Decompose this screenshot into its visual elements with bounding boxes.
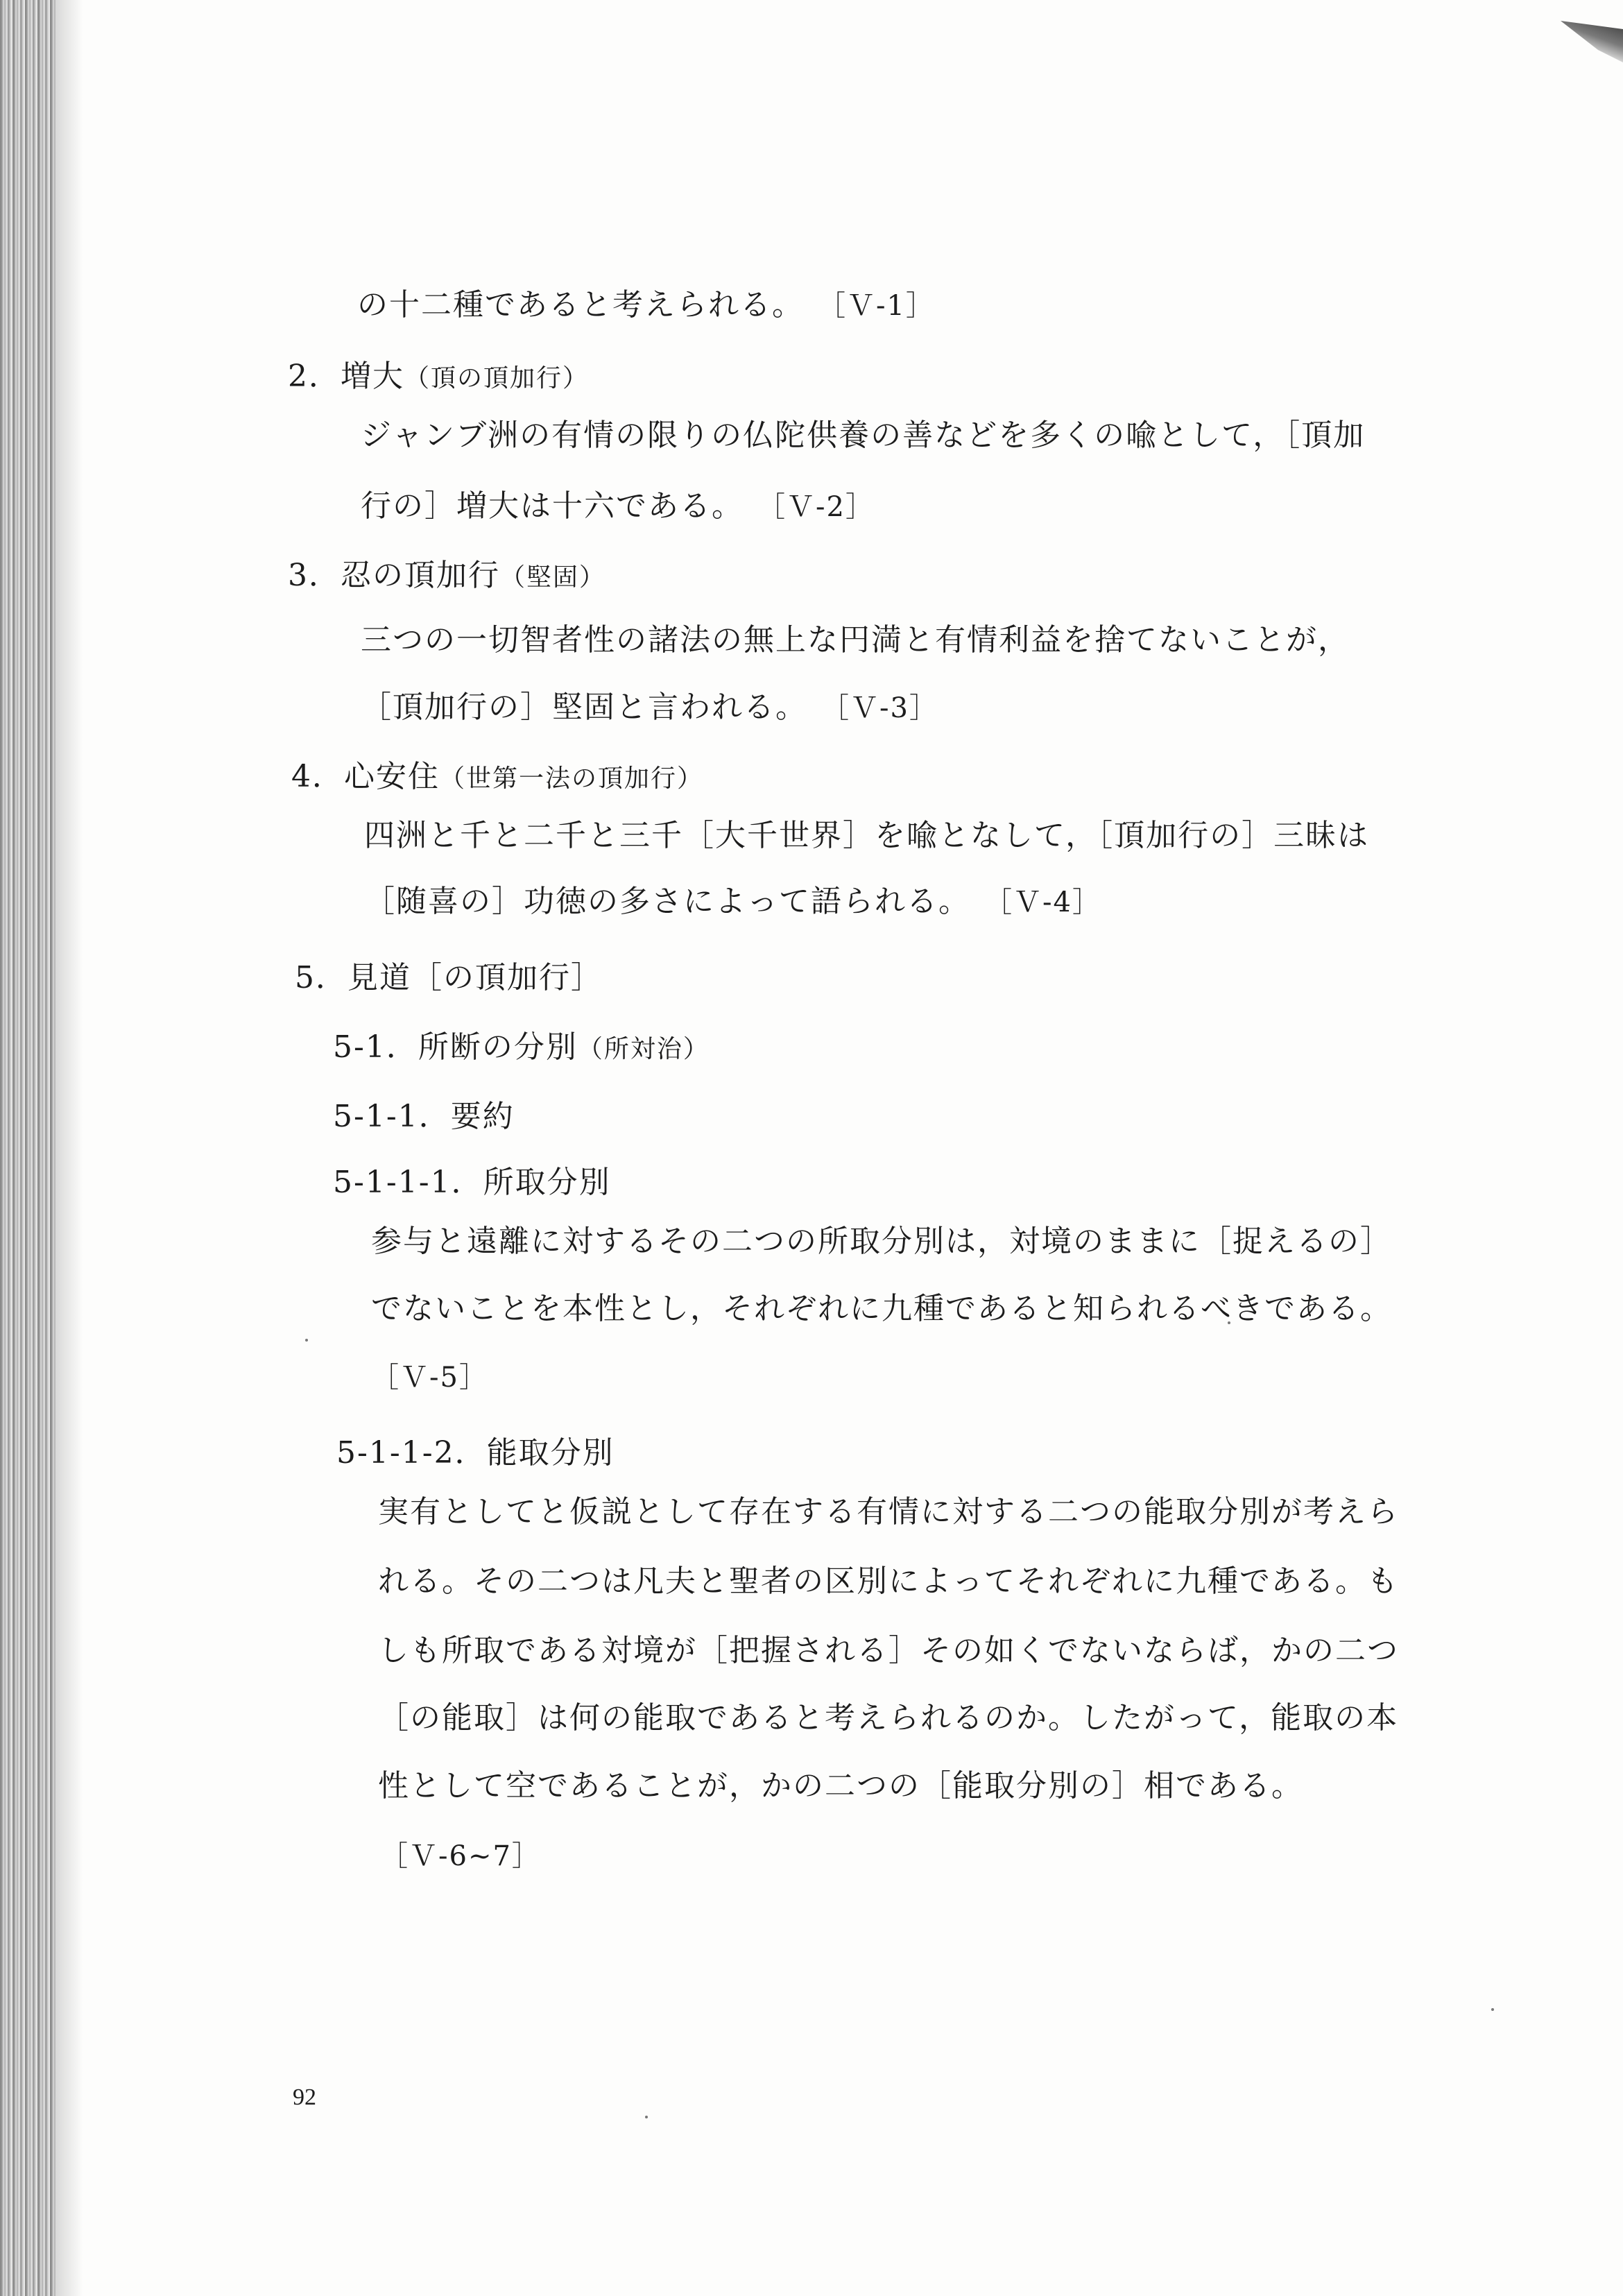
scan-corner-mark (1561, 21, 1623, 62)
scan-speck (1491, 2008, 1494, 2011)
verse-reference: ［Ｖ-3］ (835, 692, 938, 724)
scan-speck (305, 1339, 308, 1342)
text-line: の十二種であると考えられる。 ［Ｖ-1］ (357, 287, 935, 323)
subsection-heading: 5-1-1-2．能取分別 (336, 1435, 615, 1471)
heading-note: （世第一法の頂加行） (440, 764, 704, 793)
verse-reference: ［Ｖ-4］ (998, 886, 1101, 918)
heading-note: （頂の頂加行） (404, 364, 590, 393)
text-line: 実有としてと仮説として存在する有情に対する二つの能取分別が考えら (378, 1494, 1399, 1530)
text-line: しも所取である対境が［把握される］その如くでないならば，かの二つ (378, 1633, 1399, 1668)
section-heading: 5．見道［の頂加行］ (295, 960, 603, 995)
binding-shadow (0, 0, 55, 2296)
text-line: ［の能取］は何の能取であると考えられるのか。したがって，能取の本 (378, 1700, 1399, 1736)
text-line: 四洲と千と二千と三千［大千世界］を喩となして，［頂加行の］三昧は (364, 818, 1370, 853)
text-line: 性として空であることが，かの二つの［能取分別の］相である。 (378, 1768, 1303, 1804)
text-line: でないことを本性とし，それぞれに九種であると知られるべきである。 (371, 1291, 1392, 1326)
text-line: 参与と遠離に対するその二つの所取分別は，対境のままに［捉えるの］ (371, 1224, 1392, 1259)
text-line: 行の］増大は十六である。 ［Ｖ-2］ (361, 488, 875, 524)
verse-reference: ［Ｖ-1］ (832, 290, 935, 322)
page-number: 92 (293, 2084, 316, 2110)
heading-note: （所対治） (577, 1035, 710, 1063)
section-heading: 2．増大（頂の頂加行） (288, 359, 590, 394)
binding-fade (55, 0, 83, 2296)
heading-note: （堅固） (500, 563, 606, 592)
section-heading: 3．忍の頂加行（堅固） (288, 558, 606, 593)
text-line: ［頂加行の］堅固と言われる。 ［Ｖ-3］ (361, 689, 938, 725)
verse-reference: ［Ｖ-5］ (371, 1362, 488, 1394)
text-line: れる。その二つは凡夫と聖者の区別によってそれぞれに九種である。も (378, 1563, 1399, 1599)
text-line: ［随喜の］功徳の多さによって語られる。 ［Ｖ-4］ (364, 884, 1101, 919)
verse-reference: ［Ｖ-6~7］ (380, 1840, 541, 1872)
section-heading: 4．心安住（世第一法の頂加行） (291, 759, 704, 794)
subsection-heading: 5-1-1．要約 (333, 1099, 515, 1134)
scan-speck (645, 2116, 648, 2118)
subsection-heading: 5-1．所断の分別（所対治） (333, 1029, 710, 1065)
subsection-heading: 5-1-1-1．所取分別 (333, 1165, 611, 1200)
text-line: 三つの一切智者性の諸法の無上な円満と有情利益を捨てないことが， (361, 622, 1350, 658)
verse-reference: ［Ｖ-2］ (771, 491, 875, 523)
text-line: ジャンブ洲の有情の限りの仏陀供養の善などを多くの喩として，［頂加 (361, 418, 1366, 453)
